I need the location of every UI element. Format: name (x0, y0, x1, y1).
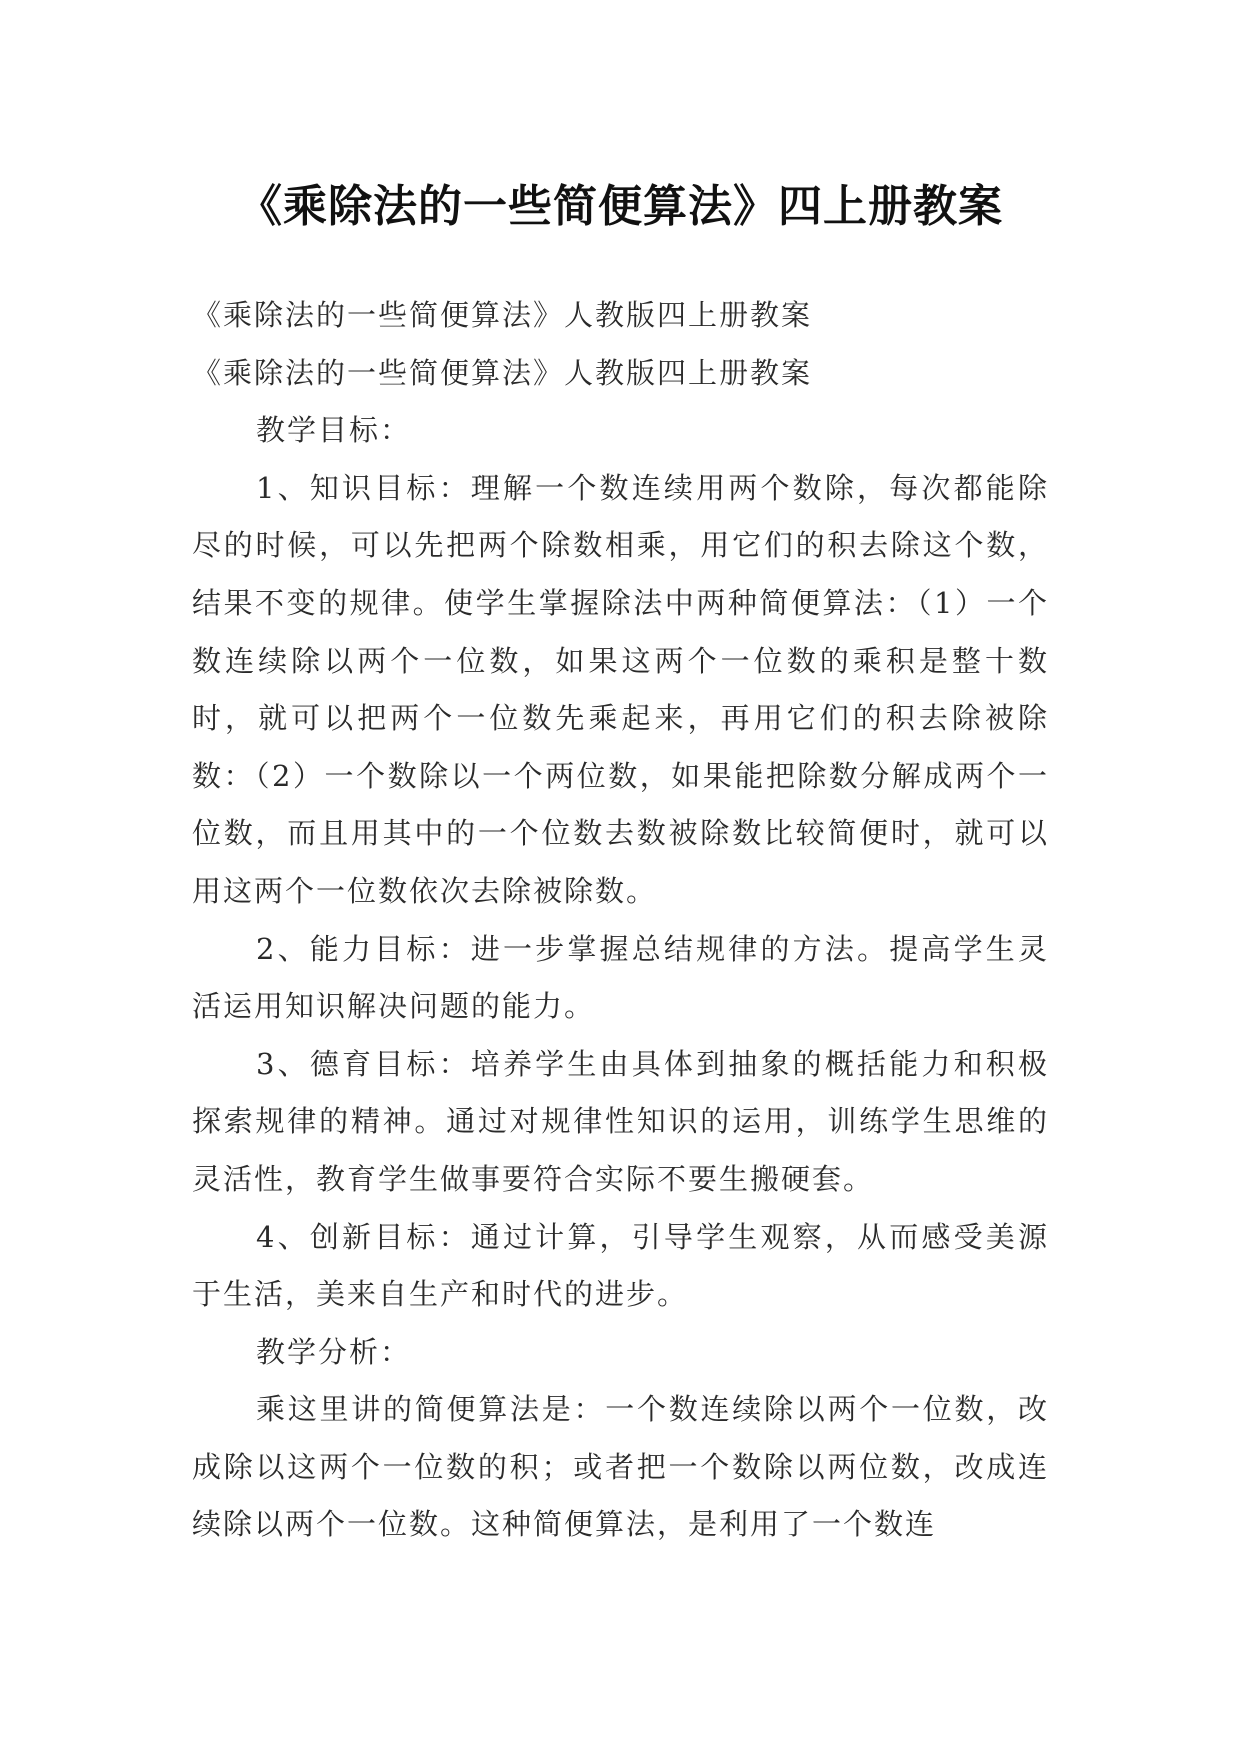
section-heading-objectives: 教学目标： (256, 413, 412, 448)
subtitle-line: 《乘除法的一些简便算法》人教版四上册教案 (192, 298, 813, 332)
objective-paragraph-moral: 3、德育目标：培养学生由具体到抽象的概括能力和积极探索规律的精神。通过对规律性知识的运用，训练学生思维的灵活性，教育学生做事要符合实际不要生搬硬套。 (192, 1046, 1049, 1196)
document-title: 《乘除法的一些简便算法》四上册教案 (238, 181, 1003, 233)
objective-paragraph-innovation: 4、创新目标：通过计算，引导学生观察，从而感受美源于生活，美来自生产和时代的进步。 (192, 1219, 1049, 1312)
subtitle-line: 《乘除法的一些简便算法》人教版四上册教案 (192, 355, 813, 390)
objective-paragraph-knowledge: 1、知识目标：理解一个数连续用两个数除，每次都能除尽的时候，可以先把两个除数相乘，用它们的积去除这个数，结果不变的规律。使学生掌握除法中两种简便算法：（1）一个数连续除以两个一位数，如果这两个一位数的乘积是整十数时，就可以把两个一位数先乘起来，再用它们的积去除被除数：（2）一个数除以一个两位数，如果能把除数分解成两个一位数，而且用其中的一个位数去数被除数比较简便时，就可以用这两个一位数依次去除被除数。 (192, 470, 1049, 908)
document-body (192, 287, 1049, 1554)
objective-paragraph-ability: 2、能力目标：进一步掌握总结规律的方法。提高学生灵活运用知识解决问题的能力。 (192, 931, 1049, 1024)
analysis-paragraph: 乘这里讲的简便算法是：一个数连续除以两个一位数，改成除以这两个一位数的积；或者把一个数除以两位数，改成连续除以两个一位数。这种简便算法，是利用了一个数连 (192, 1392, 1049, 1542)
section-heading-analysis: 教学分析： (256, 1334, 412, 1369)
